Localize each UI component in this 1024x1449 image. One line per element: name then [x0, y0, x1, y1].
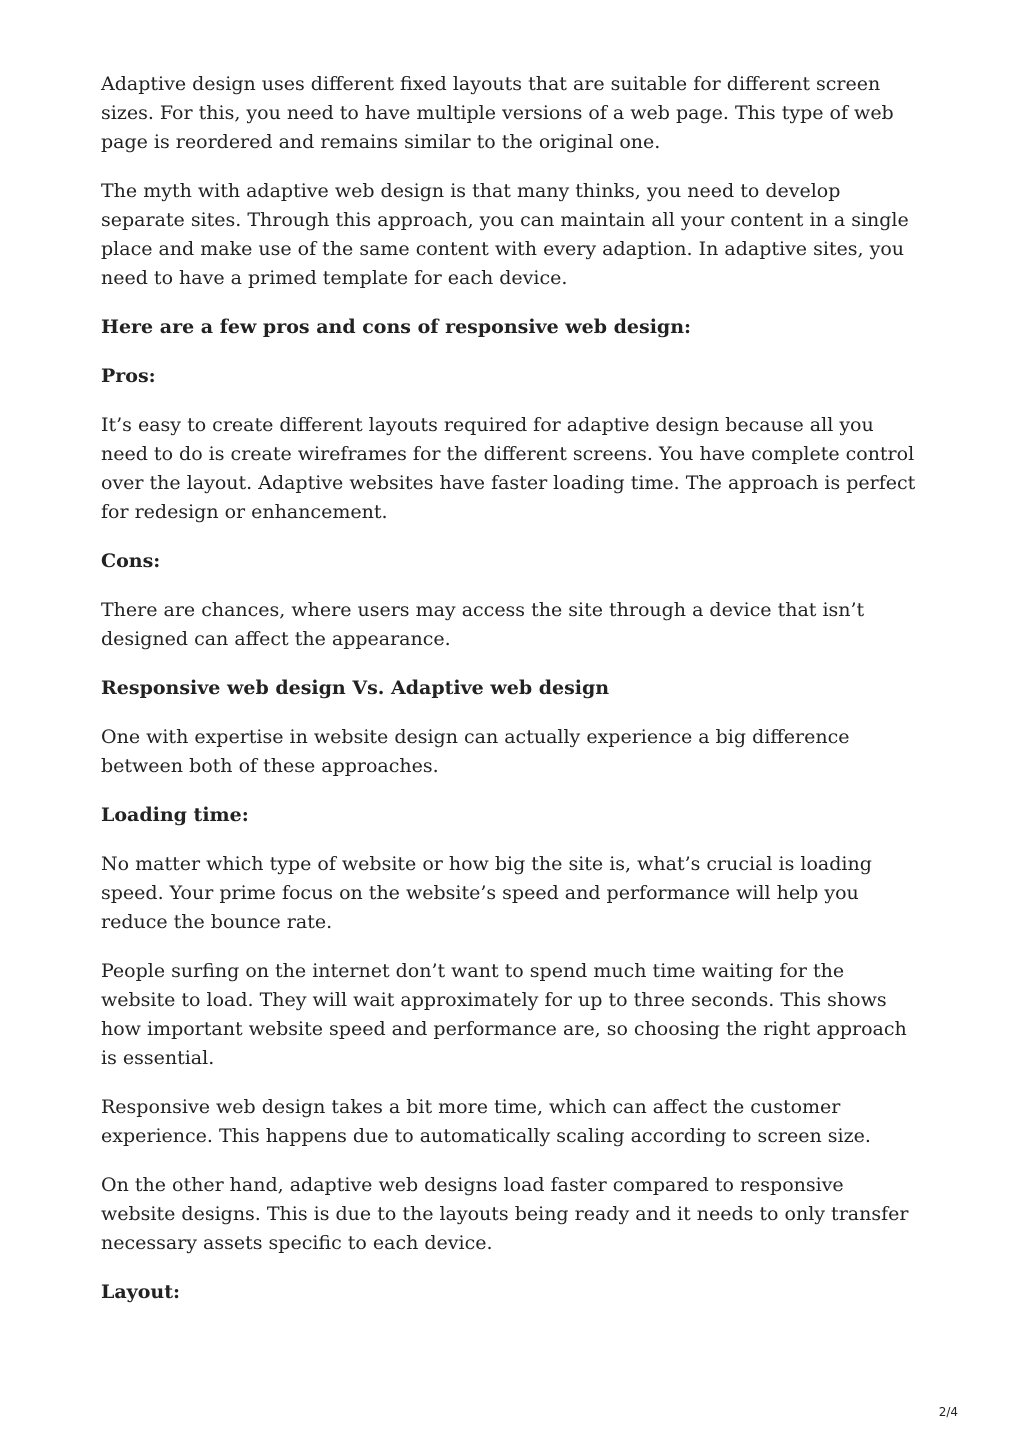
heading-loading-time: Loading time: [101, 804, 249, 826]
heading-responsive-vs-adaptive: Responsive web design Vs. Adaptive web design [101, 677, 610, 699]
document-body [101, 70, 923, 1327]
paragraph-loading-speed: No matter which type of website or how big the site is, what’s crucial is loading speed. Your prime focus on the website’s speed and performance will help you reduce the bounce rate. [101, 853, 872, 933]
heading-pros: Pros: [101, 365, 156, 387]
paragraph-adaptive-faster: On the other hand, adaptive web designs load faster compared to responsive website designs. This is due to the layouts being ready and it needs to only transfer necessary assets specific to each device. [101, 1174, 909, 1254]
paragraph-adaptive-intro: Adaptive design uses different fixed layouts that are suitable for different screen sizes. For this, you need to have multiple versions of a web page. This type of web page is reordered and remains similar to the original one. [101, 73, 894, 153]
paragraph-surfing: People surfing on the internet don’t want to spend much time waiting for the website to load. They will wait approximately for up to three seconds. This shows how important website speed and performance are, so choosing the right approach is essential. [101, 960, 907, 1069]
heading-pros-cons: Here are a few pros and cons of responsive web design: [101, 316, 692, 338]
heading-layout: Layout: [101, 1281, 180, 1303]
heading-cons: Cons: [101, 550, 161, 572]
paragraph-pros: It’s easy to create different layouts required for adaptive design because all you need to do is create wireframes for the different screens. You have complete control over the layout. Adaptive websites have faster loading time. The approach is perfect for redesign or enhancement. [101, 414, 916, 523]
paragraph-adaptive-myth: The myth with adaptive web design is that many thinks, you need to develop separate sites. Through this approach, you can maintain all your content in a single place and make use of the same content with every adaption. In adaptive sites, you need to have a primed template for each device. [101, 180, 909, 289]
paragraph-responsive-time: Responsive web design takes a bit more time, which can affect the customer experience. This happens due to automatically scaling according to screen size. [101, 1096, 871, 1147]
paragraph-cons: There are chances, where users may access the site through a device that isn’t designed can affect the appearance. [101, 599, 865, 650]
paragraph-expertise: One with expertise in website design can actually experience a big difference between both of these approaches. [101, 726, 850, 777]
page-number: 2/4 [938, 1405, 958, 1419]
